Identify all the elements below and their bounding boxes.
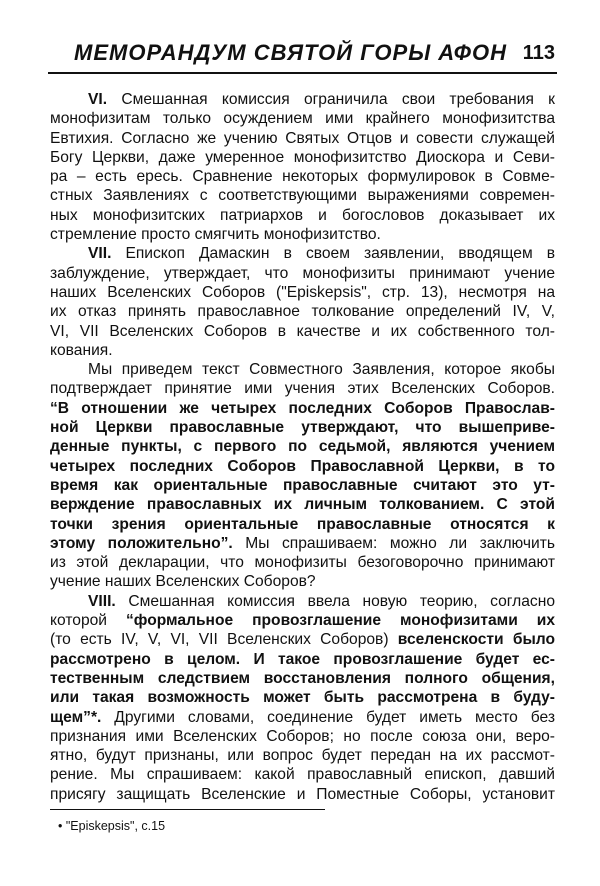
- text-line: [50, 708, 555, 727]
- text-line: [50, 379, 555, 398]
- bold-text: “формальное провозглашение монофизитами их: [125, 612, 555, 630]
- text: ных монофизитских патриархов и богословов доказывает их: [50, 206, 555, 224]
- text-line: [50, 264, 555, 283]
- text: Смешанная комиссия ограничила свои требования к: [107, 91, 555, 108]
- bold-text: щем”*.: [50, 708, 102, 726]
- bold-text: четырех последних Соборов Православной Церкви, в то: [50, 457, 555, 475]
- text-line: [50, 688, 555, 707]
- text: Евтихия. Согласно же учению Святых Отцов и совести служащей: [50, 129, 555, 147]
- text: ятно, будут признаны, или вопрос будет передан на их рассмот-: [50, 747, 555, 765]
- bold-text: VI.: [88, 91, 108, 108]
- text-line: [50, 611, 555, 630]
- text-line: [50, 206, 555, 225]
- bold-text: VII.: [88, 245, 112, 263]
- text-line: [50, 90, 555, 109]
- text: присягу защищать Вселенские и Поместные Соборы, установит: [50, 785, 555, 803]
- text: ра – есть ересь. Сравнение некоторых формулировок в Совме-: [50, 168, 555, 186]
- text: Богу Церкви, даже умеренное монофизитство Диоскора и Севи-: [50, 148, 555, 166]
- text-line: [50, 129, 555, 148]
- text-line: [50, 186, 555, 205]
- text-line: [50, 167, 555, 186]
- text: VI, VII Вселенских Соборов в качестве и их собственного тол-: [50, 322, 555, 340]
- text-line: [50, 765, 555, 784]
- text-line: [50, 457, 555, 476]
- text-line: [50, 669, 555, 688]
- text: стремление просто смягчить монофизитство.: [50, 226, 381, 244]
- text-line: [50, 727, 555, 746]
- footnote-rule: [50, 809, 325, 810]
- text-line: [50, 341, 555, 360]
- text-line: [50, 515, 555, 534]
- text: стных Заявлениях с соответствующими выражениями современ-: [50, 187, 555, 205]
- text: наших Вселенских Соборов ("Episkepsis", стр. 13), несмотря на: [50, 283, 555, 301]
- text-line: [50, 476, 555, 495]
- text-line: [50, 650, 555, 669]
- text-line: [50, 785, 555, 804]
- text: Епископ Дамаскин в своем заявлении, вводящем в: [111, 245, 555, 263]
- text: подтверждает принятие ими учения этих Вселенских Соборов.: [50, 380, 555, 398]
- text-line: [50, 244, 555, 263]
- text-line: [50, 360, 555, 379]
- text: признания ими Вселенских Соборов; но после союза они, веро-: [50, 727, 555, 745]
- text: монофизитам только осуждением ими крайнего монофизитства: [50, 110, 555, 128]
- text-line: [50, 572, 555, 591]
- page-number: 113: [522, 42, 555, 64]
- bold-text: VIII.: [88, 592, 116, 610]
- bold-text: тественным следствием восстановления полного общения,: [50, 669, 555, 687]
- text: которой: [50, 612, 126, 630]
- text: их отказ принять православное толкование определений IV, V,: [50, 303, 555, 321]
- bold-text: верждение православных их личным толкованием. С этой: [50, 496, 555, 514]
- text-line: [50, 302, 555, 321]
- bold-text: денные пункты, с первого по седьмой, являются учением: [50, 438, 555, 456]
- running-header: [48, 38, 557, 70]
- footnote: • "Episkepsis", с.15: [58, 819, 166, 833]
- text-line: [50, 418, 555, 437]
- text-line: [50, 746, 555, 765]
- text: учение наших Вселенских Соборов?: [50, 573, 316, 591]
- bold-text: этому положительно”.: [50, 534, 233, 552]
- text: Другими словами, соединение будет иметь место без: [101, 708, 555, 726]
- running-title: МЕМОРАНДУМ СВЯТОЙ ГОРЫ АФОН: [74, 40, 507, 65]
- text-line: [50, 437, 555, 456]
- text-line: [50, 148, 555, 167]
- text-line: [50, 553, 555, 572]
- text-line: [50, 534, 555, 553]
- text: Мы спрашиваем: можно ли заключить: [232, 534, 555, 552]
- text-line: [50, 399, 555, 418]
- text: из этой декларации, что монофизиты безоговорочно принимают: [50, 554, 555, 572]
- text: заблуждение, утверждает, что монофизиты принимают учение: [50, 264, 555, 282]
- text-line: [50, 322, 555, 341]
- text-line: [50, 495, 555, 514]
- bold-text: вселенскости было: [397, 631, 555, 649]
- text-line: [50, 283, 555, 302]
- bold-text: точки зрения ориентальные православные относятся к: [50, 515, 555, 533]
- text: Смешанная комиссия ввела новую теорию, согласно: [115, 592, 555, 610]
- body-text: [50, 90, 555, 804]
- text: кования.: [50, 341, 113, 359]
- bold-text: ной Церкви православные утверждают, что вышеприве-: [50, 419, 555, 437]
- bold-text: время как ориентальные православные считают это ут-: [50, 476, 555, 494]
- bold-text: рассмотрено в целом. И такое провозглашение будет ес-: [50, 650, 555, 668]
- bold-text: “В отношении же четырех последних Соборов Православ-: [50, 399, 555, 417]
- header-rule: [48, 72, 557, 74]
- text-line: [50, 592, 555, 611]
- text-line: [50, 630, 555, 649]
- text-line: [50, 225, 555, 244]
- text-line: [50, 109, 555, 128]
- bold-text: или такая возможность может быть рассмотрена в буду-: [50, 689, 555, 707]
- text: рение. Мы спрашиваем: какой православный епископ, давший: [50, 766, 555, 784]
- text: Мы приведем текст Совместного Заявления, которое якобы: [88, 361, 555, 379]
- text: (то есть IV, V, VI, VII Вселенских Соборов): [50, 631, 398, 649]
